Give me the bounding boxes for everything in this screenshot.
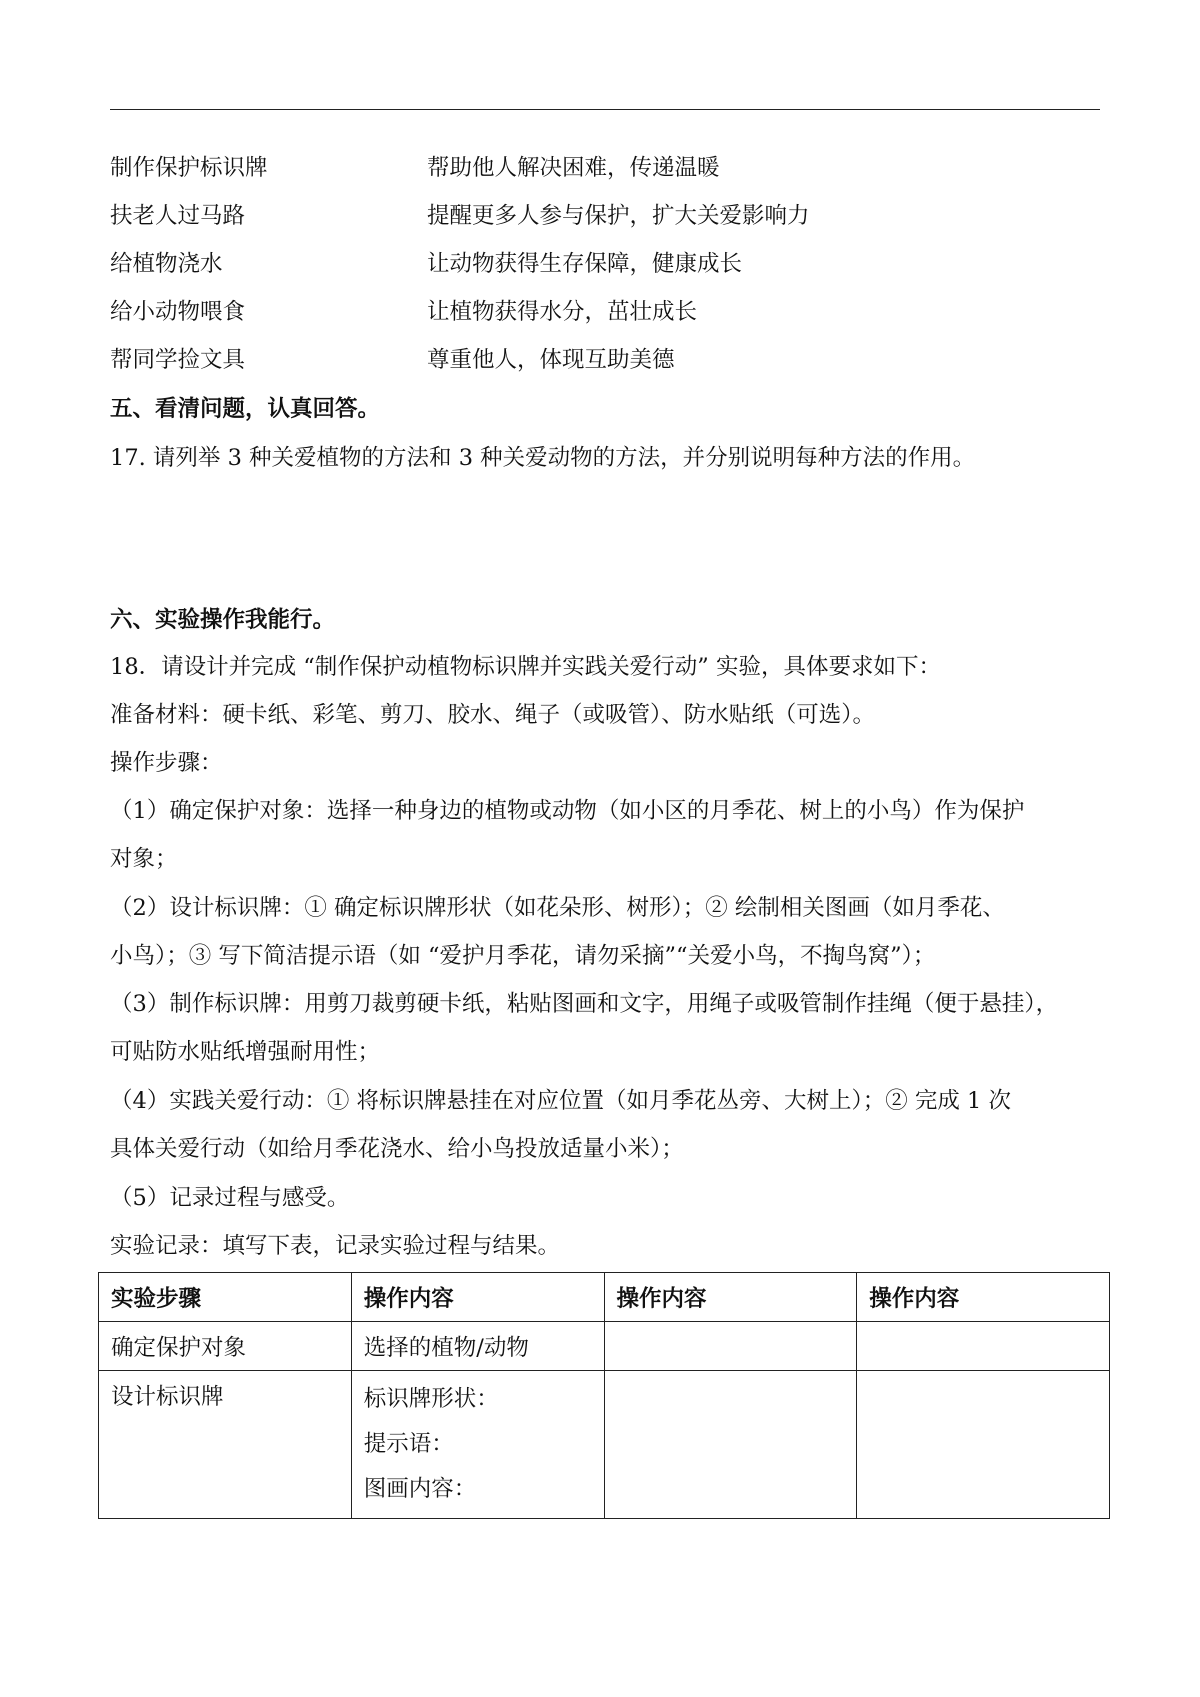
table-row (99, 1322, 1110, 1371)
step-3-line-1: （3）制作标识牌：用剪刀裁剪硬卡纸，粘贴图画和文字，用绳子或吸管制作挂绳（便于悬挂）， (110, 991, 1059, 1017)
table-header-cell: 操作内容 (857, 1273, 1110, 1322)
match-right-1: 帮助他人解决困难，传递温暖 (427, 155, 720, 181)
step-2-line-2: 小鸟）；③ 写下简洁提示语（如 “爱护月季花，请勿采摘”“关爱小鸟，不掏鸟窝”）； (110, 943, 936, 969)
step-4-line-1: （4）实践关爱行动：① 将标识牌悬挂在对应位置（如月季花丛旁、大树上）；② 完成 1 次 (110, 1088, 1011, 1114)
step-4-line-2: 具体关爱行动（如给月季花浇水、给小鸟投放适量小米）； (110, 1136, 684, 1162)
match-right-5: 尊重他人，体现互助美德 (427, 347, 675, 373)
table-header-cell: 实验步骤 (99, 1273, 352, 1322)
match-left-1: 制作保护标识牌 (110, 155, 268, 181)
match-left-3: 给植物浇水 (110, 251, 223, 277)
cell-line: 标识牌形状： (363, 1386, 499, 1412)
table-header-cell: 操作内容 (604, 1273, 857, 1322)
table-cell: 设计标识牌 (99, 1371, 352, 1519)
section6-heading: 六、实验操作我能行。 (110, 607, 336, 633)
materials-text: 准备材料：硬卡纸、彩笔、剪刀、胶水、绳子（或吸管）、防水贴纸（可选）。 (110, 702, 876, 728)
step-5-line: （5）记录过程与感受。 (110, 1185, 350, 1211)
table-cell-blank[interactable] (604, 1371, 857, 1519)
header-rule (110, 109, 1100, 110)
cell-line: 图画内容： (363, 1476, 477, 1502)
question-18: 18．请设计并完成 “制作保护动植物标识牌并实践关爱行动” 实验，具体要求如下： (110, 654, 941, 680)
table-cell: 确定保护对象 (99, 1322, 352, 1371)
cell-line: 提示语： (363, 1431, 454, 1457)
record-table (98, 1272, 1110, 1519)
step-1-line-2: 对象； (110, 846, 178, 872)
question-17: 17. 请列举 3 种关爱植物的方法和 3 种关爱动物的方法，并分别说明每种方法的作用。 (110, 445, 976, 471)
table-cell-blank[interactable] (857, 1322, 1110, 1371)
step-1-line-1: （1）确定保护对象：选择一种身边的植物或动物（如小区的月季花、树上的小鸟）作为保护 (110, 798, 1025, 824)
match-right-4: 让植物获得水分，茁壮成长 (427, 299, 698, 325)
match-left-4: 给小动物喂食 (110, 299, 246, 325)
match-left-5: 帮同学捡文具 (110, 347, 246, 373)
steps-label: 操作步骤： (110, 750, 223, 776)
table-header-cell: 操作内容 (351, 1273, 604, 1322)
table-cell-blank[interactable] (857, 1371, 1110, 1519)
table-cell-blank[interactable] (604, 1322, 857, 1371)
match-right-3: 让动物获得生存保障，健康成长 (427, 251, 743, 277)
record-intro: 实验记录：填写下表，记录实验过程与结果。 (110, 1233, 561, 1259)
table-header-row (99, 1273, 1110, 1322)
step-2-line-1: （2）设计标识牌：① 确定标识牌形状（如花朵形、树形）；② 绘制相关图画（如月季花、 (110, 895, 1005, 921)
match-right-2: 提醒更多人参与保护，扩大关爱影响力 (427, 203, 810, 229)
table-cell: 选择的植物/动物 (351, 1322, 604, 1371)
table-cell-multiline (351, 1371, 604, 1519)
match-left-2: 扶老人过马路 (110, 203, 246, 229)
table-row (99, 1371, 1110, 1519)
section5-heading: 五、看清问题，认真回答。 (110, 396, 381, 422)
step-3-line-2: 可贴防水贴纸增强耐用性； (110, 1039, 381, 1065)
